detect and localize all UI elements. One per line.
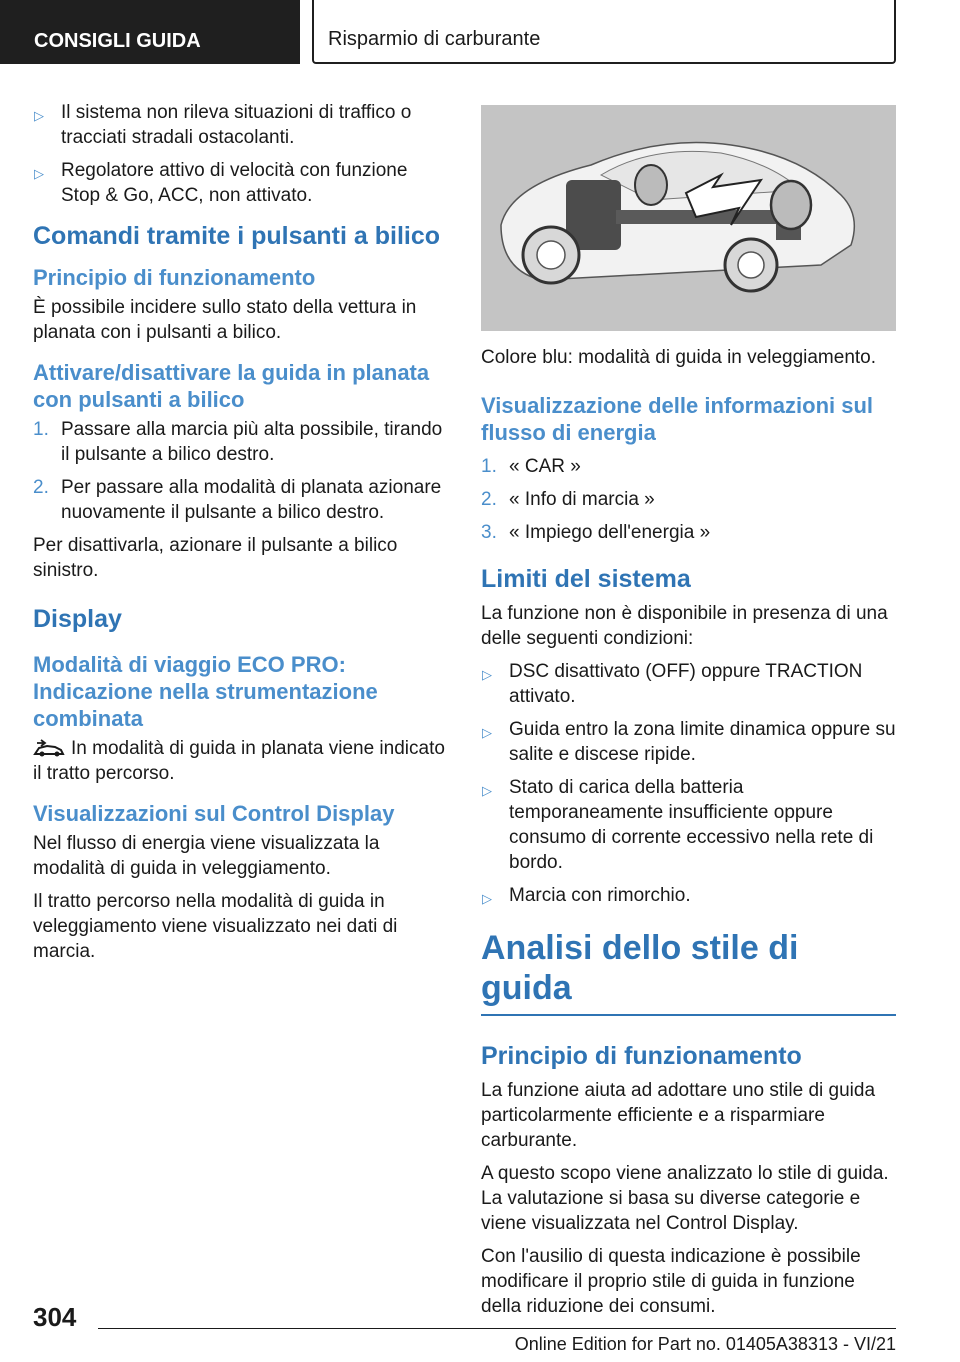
paragraph-flusso: Nel flusso di energia viene visualizzata la modalità di guida in veleggiamento. bbox=[33, 833, 380, 879]
triangle-bullet-icon: ▷ bbox=[482, 667, 492, 682]
menu-steps-list bbox=[481, 454, 896, 545]
heading-analisi: Analisi dello stile di guida bbox=[481, 928, 896, 1016]
list-item: ▷ DSC disattivato (OFF) oppure TRACTION attivato. bbox=[482, 661, 863, 707]
triangle-bullet-icon: ▷ bbox=[34, 166, 44, 181]
heading-principio: Principio di funzionamento bbox=[33, 265, 316, 290]
paragraph-modalita: In modalità di guida in planata viene indicato il tratto percorso. bbox=[33, 738, 445, 784]
heading-limiti: Limiti del sistema bbox=[481, 565, 691, 593]
paragraph-disattivare: Per disattivarla, azionare il pulsante a bilico sinistro. bbox=[33, 535, 398, 581]
right-column bbox=[481, 105, 896, 1327]
list-item: 1. « CAR » bbox=[481, 456, 581, 477]
heading-comandi: Comandi tramite i pulsanti a bilico bbox=[33, 222, 441, 250]
bullet-list-top bbox=[33, 100, 449, 208]
steps-list bbox=[33, 417, 449, 525]
list-item: ▷ Marcia con rimorchio. bbox=[481, 883, 896, 908]
heading-attivare: Attivare/disattivare la guida in planata con pulsanti a bilico bbox=[33, 360, 430, 412]
list-item: 3. « Impiego dell'energia » bbox=[481, 522, 711, 543]
list-item: ▷ Regolatore attivo di velocità con funzione Stop & Go, ACC, non attivato. bbox=[34, 160, 408, 206]
coasting-car-icon bbox=[33, 738, 65, 758]
triangle-bullet-icon: ▷ bbox=[482, 783, 492, 798]
list-item: ▷ Stato di carica della batteria temporaneamente insufficiente oppure consumo di corrente eccessivo nella rete di bordo. bbox=[482, 777, 874, 873]
paragraph-principio: È possibile incidere sullo stato della vettura in planata con i pulsanti a bilico. bbox=[33, 297, 417, 343]
heading-visual-info: Visualizzazione delle informazioni sul flusso di energia bbox=[481, 393, 874, 445]
paragraph-ausilio: Con l'ausilio di questa indicazione è possibile modificare il proprio stile di guida in funzione della riduzione dei consumi. bbox=[481, 1246, 861, 1317]
heading-principio-2: Principio di funzionamento bbox=[481, 1042, 802, 1070]
chapter-title: Risparmio di carburante bbox=[312, 0, 896, 64]
limiti-bullet-list bbox=[481, 659, 896, 908]
list-item: 1. Passare alla marcia più alta possibile, tirando il pulsante a bilico destro. bbox=[33, 419, 443, 465]
triangle-bullet-icon: ▷ bbox=[482, 725, 492, 740]
triangle-bullet-icon: ▷ bbox=[34, 108, 44, 123]
heading-visualizzazioni: Visualizzazioni sul Control Display bbox=[33, 801, 395, 826]
list-item: 2. « Info di marcia » bbox=[481, 489, 655, 510]
paragraph-limiti: La funzione non è disponibile in presenza di una delle seguenti condizioni: bbox=[481, 603, 888, 649]
edition-text: Online Edition for Part no. 01405A38313 - VI/21 bbox=[514, 1334, 896, 1354]
footer-divider bbox=[98, 1328, 896, 1329]
heading-display: Display bbox=[33, 605, 122, 633]
heading-modalita: Modalità di viaggio ECO PRO: Indicazione nella strumentazione combinata bbox=[33, 652, 378, 731]
left-column bbox=[33, 100, 449, 972]
paragraph-tratto: Il tratto percorso nella modalità di guida in veleggiamento viene visualizzato nei dati di marcia. bbox=[33, 891, 398, 962]
list-item: ▷ Guida entro la zona limite dinamica oppure su salite e discese ripide. bbox=[482, 719, 896, 765]
section-tab: CONSIGLI GUIDA bbox=[0, 0, 300, 64]
figure-caption: Colore blu: modalità di guida in veleggiamento. bbox=[481, 347, 877, 368]
list-item: 2. Per passare alla modalità di planata azionare nuovamente il pulsante a bilico destro. bbox=[33, 477, 442, 523]
triangle-bullet-icon: ▷ bbox=[482, 891, 492, 906]
paragraph-aiuta: La funzione aiuta ad adottare uno stile di guida particolarmente efficiente e a risparmiare carburante. bbox=[481, 1080, 876, 1151]
car-illustration-icon bbox=[481, 105, 896, 331]
paragraph-scopo: A questo scopo viene analizzato lo stile di guida. La valutazione si basa su diverse categorie e viene visualizzata nel Control Display. bbox=[481, 1163, 889, 1234]
car-drivetrain-illustration bbox=[481, 105, 896, 331]
page-number: 304 bbox=[33, 1302, 77, 1332]
list-item: ▷ Il sistema non rileva situazioni di traffico o tracciati stradali ostacolanti. bbox=[34, 102, 412, 148]
